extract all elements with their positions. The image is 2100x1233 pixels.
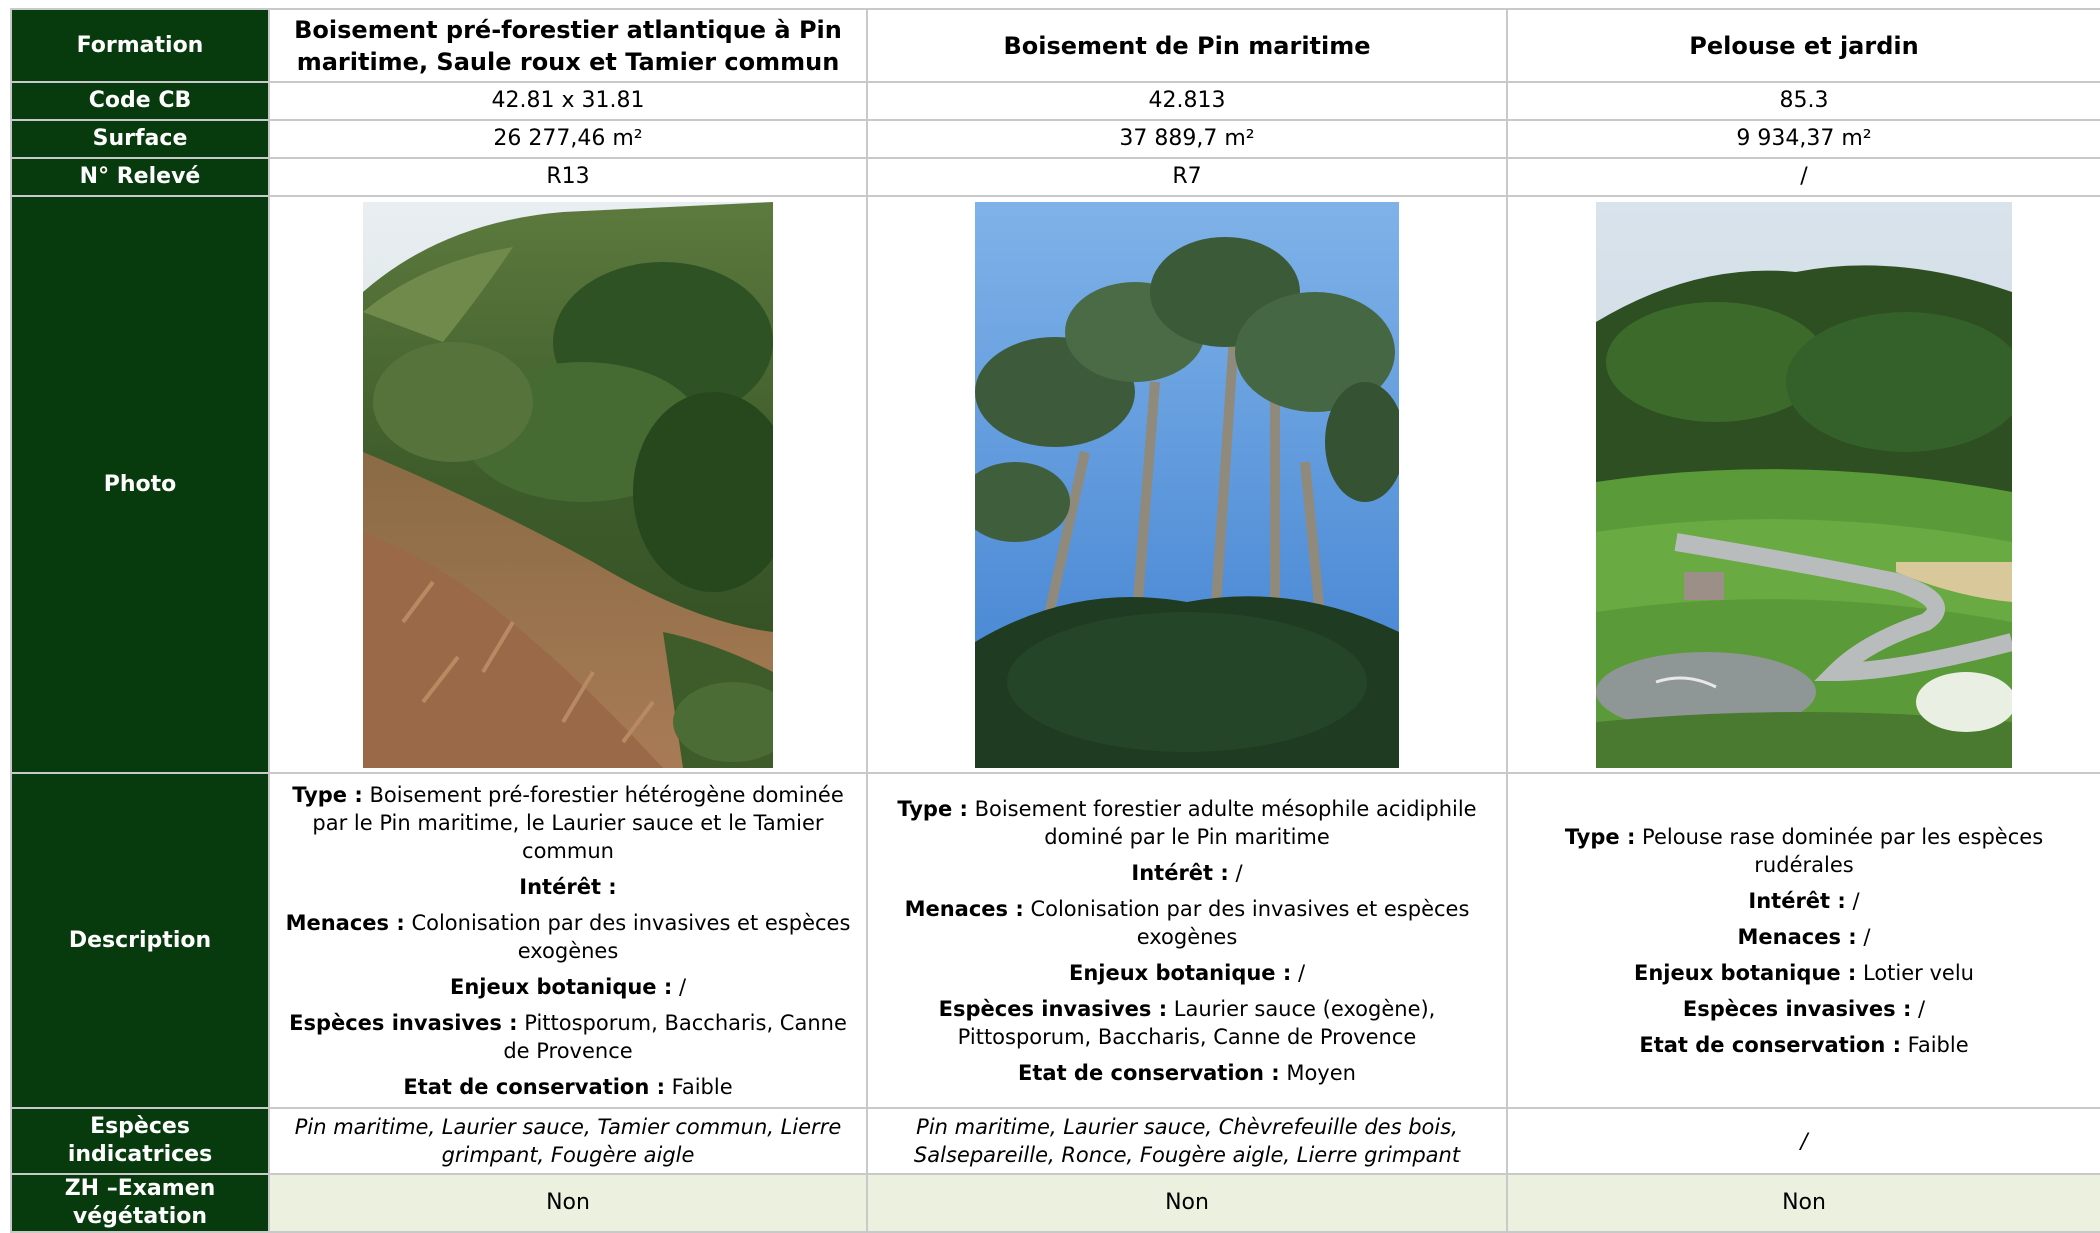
formation-3: Pelouse et jardin	[1507, 9, 2100, 82]
desc-type-1: Type : Boisement pré-forestier hétérogène dominée par le Pin maritime, le Laurier sauce et le Tamier commun	[292, 782, 844, 863]
photo-cell-2	[867, 196, 1507, 773]
releve-3: /	[1507, 158, 2100, 196]
row-label-surface: Surface	[11, 120, 269, 158]
row-label-description: Description	[11, 773, 269, 1108]
desc-invasives-1: Espèces invasives : Pittosporum, Baccharis, Canne de Provence	[289, 1010, 847, 1063]
surface-2: 37 889,7 m²	[867, 120, 1507, 158]
row-description	[11, 773, 2100, 1108]
lawn-and-garden-photo	[1596, 202, 2012, 768]
desc-enjeux-1: Enjeux botanique : /	[449, 974, 687, 999]
desc-invasives-3: Espèces invasives : /	[1682, 996, 1926, 1021]
zh-3: Non	[1507, 1174, 2100, 1232]
code-cb-1: 42.81 x 31.81	[269, 82, 867, 120]
maritime-pine-trees-photo	[975, 202, 1399, 768]
shrubby-hillside-photo	[363, 202, 773, 768]
photo-cell-1	[269, 196, 867, 773]
desc-menaces-1: Menaces : Colonisation par des invasives et espèces exogènes	[285, 910, 851, 963]
description-1	[269, 773, 867, 1108]
row-label-especes: Espèces indicatrices	[11, 1108, 269, 1174]
row-formation	[11, 9, 2100, 82]
row-especes	[11, 1108, 2100, 1174]
row-label-zh: ZH –Examen végétation	[11, 1174, 269, 1232]
desc-interet-1: Intérêt :	[519, 874, 617, 899]
row-label-releve: N° Relevé	[11, 158, 269, 196]
row-photo	[11, 196, 2100, 773]
releve-1: R13	[269, 158, 867, 196]
releve-2: R7	[867, 158, 1507, 196]
photo-cell-3	[1507, 196, 2100, 773]
row-releve	[11, 158, 2100, 196]
desc-type-2: Type : Boisement forestier adulte mésophile acidiphile dominé par le Pin maritime	[897, 796, 1477, 849]
especes-1: Pin maritime, Laurier sauce, Tamier commun, Lierre grimpant, Fougère aigle	[269, 1108, 867, 1174]
description-3	[1507, 773, 2100, 1108]
especes-2: Pin maritime, Laurier sauce, Chèvrefeuille des bois, Salsepareille, Ronce, Fougère aigle, Lierre grimpant	[867, 1108, 1507, 1174]
row-label-code-cb: Code CB	[11, 82, 269, 120]
desc-menaces-2: Menaces : Colonisation par des invasives et espèces exogènes	[904, 896, 1470, 949]
formation-2: Boisement de Pin maritime	[867, 9, 1507, 82]
desc-enjeux-2: Enjeux botanique : /	[1068, 960, 1306, 985]
desc-etat-3: Etat de conservation : Faible	[1639, 1032, 1969, 1057]
desc-menaces-3: Menaces : /	[1737, 924, 1871, 949]
zh-2: Non	[867, 1174, 1507, 1232]
desc-enjeux-3: Enjeux botanique : Lotier velu	[1634, 960, 1974, 985]
zh-1: Non	[269, 1174, 867, 1232]
code-cb-2: 42.813	[867, 82, 1507, 120]
row-label-photo: Photo	[11, 196, 269, 773]
description-2	[867, 773, 1507, 1108]
habitat-table	[10, 8, 2100, 1233]
desc-invasives-2: Espèces invasives : Laurier sauce (exogène), Pittosporum, Baccharis, Canne de Provence	[938, 996, 1436, 1049]
especes-3: /	[1507, 1108, 2100, 1174]
row-surface	[11, 120, 2100, 158]
row-code-cb	[11, 82, 2100, 120]
row-label-formation: Formation	[11, 9, 269, 82]
surface-3: 9 934,37 m²	[1507, 120, 2100, 158]
row-zh	[11, 1174, 2100, 1232]
desc-etat-2: Etat de conservation : Moyen	[1018, 1060, 1356, 1085]
desc-interet-2: Intérêt : /	[1131, 860, 1243, 885]
desc-type-3: Type : Pelouse rase dominée par les espèces rudérales	[1564, 824, 2044, 877]
code-cb-3: 85.3	[1507, 82, 2100, 120]
desc-etat-1: Etat de conservation : Faible	[403, 1074, 733, 1099]
formation-1: Boisement pré-forestier atlantique à Pin maritime, Saule roux et Tamier commun	[269, 9, 867, 82]
surface-1: 26 277,46 m²	[269, 120, 867, 158]
desc-interet-3: Intérêt : /	[1748, 888, 1860, 913]
